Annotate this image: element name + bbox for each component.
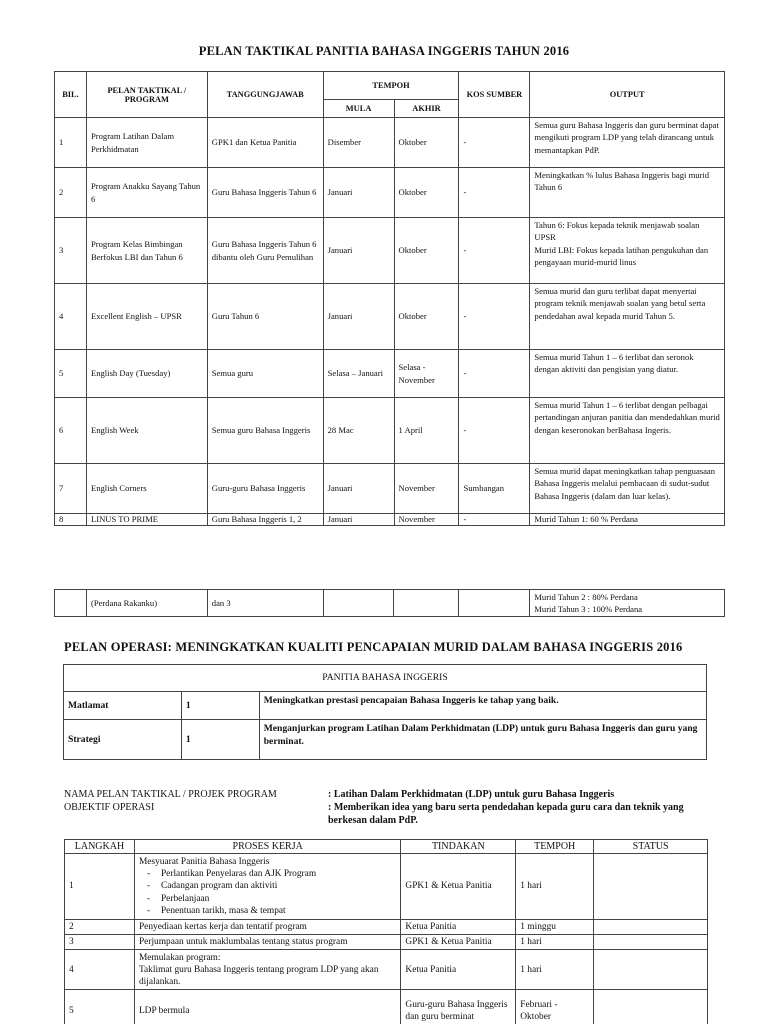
cell-mula: Januari (323, 464, 394, 514)
matlamat-text: Meningkatkan prestasi pencapaian Bahasa Inggeris ke tahap yang baik. (259, 692, 706, 720)
table-row (55, 464, 725, 514)
header-program: PELAN TAKTIKAL / PROGRAM (86, 72, 207, 118)
cell-bil: 5 (55, 350, 87, 398)
strategi-text: Menganjurkan program Latihan Dalam Perkhidmatan (LDP) untuk guru Bahasa Inggeris dan guru yang berminat. (259, 720, 706, 760)
table-row (55, 398, 725, 464)
cell-bil: 1 (55, 118, 87, 168)
header-langkah: LANGKAH (65, 840, 135, 854)
cell-tempoh: 1 hari (516, 854, 594, 920)
strategi-label: Strategi (64, 720, 182, 760)
header-bil: BIL. (55, 72, 87, 118)
table-row (65, 950, 708, 990)
matlamat-label: Matlamat (64, 692, 182, 720)
cell-output: Semua murid Tahun 1 – 6 terlibat dan seronok dengan aktiviti dan pengisian yang diatur. (530, 350, 725, 398)
cell-kos: - (459, 284, 530, 350)
table-row (65, 935, 708, 950)
header-tindakan: TINDAKAN (401, 840, 516, 854)
cell-output: Semua guru Bahasa Inggeris dan guru berminat dapat mengikuti program LDP yang telah dirancang untuk memantapkan PdP. (530, 118, 725, 168)
tactical-plan-continuation (54, 589, 725, 617)
cont-tanggungjawab: dan 3 (207, 590, 323, 617)
cell-mula: Januari (323, 284, 394, 350)
plan-name-label: NAMA PELAN TAKTIKAL / PROJEK PROGRAM (64, 789, 277, 800)
table-row (65, 990, 708, 1024)
cell-bil: 6 (55, 398, 87, 464)
header-akhir: AKHIR (394, 100, 459, 118)
objective-label: OBJEKTIF OPERASI (64, 802, 155, 813)
header-tempoh3: TEMPOH (516, 840, 594, 854)
cell-tempoh: Februari - Oktober (516, 990, 594, 1024)
header-status: STATUS (594, 840, 708, 854)
cell-langkah: 3 (65, 935, 135, 950)
cell-kos: - (459, 218, 530, 284)
strategi-number: 1 (181, 720, 259, 760)
cell-proses (134, 950, 400, 990)
cell-mula: Disember (323, 118, 394, 168)
cell-akhir: Oktober (394, 168, 459, 218)
cell-kos: - (459, 168, 530, 218)
cell-output: Meningkatkan % lulus Bahasa Inggeris bagi murid Tahun 6 (530, 168, 725, 218)
cell-program: Program Latihan Dalam Perkhidmatan (86, 118, 207, 168)
cell-akhir: Oktober (394, 218, 459, 284)
header-output: OUTPUT (530, 72, 725, 118)
tactical-plan-table (54, 71, 725, 526)
cell-tindakan: GPK1 & Ketua Panitia (401, 935, 516, 950)
cont-kos (459, 590, 530, 617)
cell-output: Semua murid dan guru terlibat dapat menyertai program teknik menjawab soalan yang betul serta pendedahan awal kepada murid Tahun 5. (530, 284, 725, 350)
cont-akhir (394, 590, 459, 617)
cell-bil: 3 (55, 218, 87, 284)
work-process-table (64, 839, 708, 1024)
cont-program: (Perdana Rakanku) (86, 590, 207, 617)
process-text: Mesyuarat Panitia Bahasa Inggeris (138, 856, 270, 867)
cell-bil: 4 (55, 284, 87, 350)
cell-mula: Selasa – Januari (323, 350, 394, 398)
cell-program: English Week (86, 398, 207, 464)
cell-akhir: November (394, 464, 459, 514)
cell-status (594, 920, 708, 935)
cell-output: Murid Tahun 1: 60 % Perdana (530, 514, 725, 526)
cell-tindakan: Ketua Panitia (401, 920, 516, 935)
cell-tanggung: Semua guru (207, 350, 323, 398)
header-mula: MULA (323, 100, 394, 118)
cell-output: Tahun 6: Fokus kepada teknik menjawab soalan UPSR Murid LBI: Fokus kepada latihan pengukuhan dan pengayaan murid-murid linus (530, 218, 725, 284)
cell-output: Semua murid dapat meningkatkan tahap penguasaan Bahasa Inggeris melalui pembacaan di sudut-sudut Bahasa Inggeris (dalam dan luar kelas). (530, 464, 725, 514)
cell-program: Excellent English – UPSR (86, 284, 207, 350)
matlamat-number: 1 (181, 692, 259, 720)
table-row (55, 168, 725, 218)
cell-kos: - (459, 514, 530, 526)
cell-program: Program Kelas Bimbingan Berfokus LBI dan Tahun 6 (86, 218, 207, 284)
cell-proses (134, 854, 400, 920)
cell-status (594, 950, 708, 990)
header-kos: KOS SUMBER (459, 72, 530, 118)
objective-value: : Memberikan idea yang baru serta pendedahan kepada guru cara dan teknik yang berkesan dalam PdP. (328, 802, 684, 826)
cell-akhir: Selasa - November (394, 350, 459, 398)
cell-tindakan: Ketua Panitia (401, 950, 516, 990)
cell-langkah: 2 (65, 920, 135, 935)
cell-tanggung: GPK1 dan Ketua Panitia (207, 118, 323, 168)
bullet-item: - Perbelanjaan (147, 893, 396, 905)
cell-tempoh: 1 hari (516, 950, 594, 990)
bullet-item: - Cadangan program dan aktiviti (147, 880, 396, 892)
plan-name-value: : Latihan Dalam Perkhidmatan (LDP) untuk guru Bahasa Inggeris (328, 789, 615, 800)
process-text: Penyediaan kertas kerja dan tentatif program (138, 922, 307, 932)
cell-program: English Day (Tuesday) (86, 350, 207, 398)
cell-akhir: Oktober (394, 118, 459, 168)
cell-akhir: 1 April (394, 398, 459, 464)
cell-proses (134, 920, 400, 935)
header-tanggungjawab: TANGGUNGJAWAB (207, 72, 323, 118)
cell-tanggung: Semua guru Bahasa Inggeris (207, 398, 323, 464)
cell-kos: - (459, 118, 530, 168)
cell-program: LINUS TO PRIME (86, 514, 207, 526)
cell-status (594, 935, 708, 950)
cell-proses (134, 935, 400, 950)
cell-kos: - (459, 350, 530, 398)
cell-mula: Januari (323, 218, 394, 284)
cell-mula: 28 Mac (323, 398, 394, 464)
cell-proses (134, 990, 400, 1024)
cell-output: Semua murid Tahun 1 – 6 terlibat dengan pelbagai pertandingan anjuran panitia dan mendedahkan murid dengan keseronokan berBahasa Ingeris. (530, 398, 725, 464)
panitia-header: PANITIA BAHASA INGGERIS (64, 665, 707, 692)
header-proses: PROSES KERJA (134, 840, 400, 854)
cell-tanggung: Guru Tahun 6 (207, 284, 323, 350)
bullet-item: - Perlantikan Penyelaras dan AJK Program (147, 868, 396, 880)
table-row (65, 854, 708, 920)
cell-status (594, 854, 708, 920)
cell-bil: 8 (55, 514, 87, 526)
cell-langkah: 1 (65, 854, 135, 920)
cont-output: Murid Tahun 2 : 80% Perdana Murid Tahun 3 : 100% Perdana (530, 590, 725, 617)
cont-mula (323, 590, 394, 617)
cell-langkah: 5 (65, 990, 135, 1024)
cell-kos: - (459, 398, 530, 464)
cell-akhir: Oktober (394, 284, 459, 350)
cell-kos: Sumbangan (459, 464, 530, 514)
table-row (55, 218, 725, 284)
cell-langkah: 4 (65, 950, 135, 990)
table-row (55, 284, 725, 350)
cell-tindakan: GPK1 & Ketua Panitia (401, 854, 516, 920)
table-row (65, 920, 708, 935)
cell-bil: 2 (55, 168, 87, 218)
process-text: LDP bermula (138, 1005, 190, 1016)
bullet-item: - Penentuan tarikh, masa & tempat (147, 905, 396, 917)
document-title: PELAN TAKTIKAL PANITIA BAHASA INGGERIS TAHUN 2016 (198, 44, 570, 58)
cell-tempoh: 1 hari (516, 935, 594, 950)
cell-tanggung: Guru Bahasa Inggeris 1, 2 (207, 514, 323, 526)
cell-tanggung: Guru Bahasa Inggeris Tahun 6 dibantu oleh Guru Pemulihan (207, 218, 323, 284)
cont-bil (55, 590, 87, 617)
cell-tindakan: Guru-guru Bahasa Inggeris dan guru berminat (401, 990, 516, 1024)
cell-tanggung: Guru Bahasa Inggeris Tahun 6 (207, 168, 323, 218)
cell-mula: Januari (323, 514, 394, 526)
cell-tempoh: 1 minggu (516, 920, 594, 935)
operation-plan-title: PELAN OPERASI: MENINGKATKAN KUALITI PENCAPAIAN MURID DALAM BAHASA INGGERIS 2016 (64, 640, 683, 654)
cell-program: English Corners (86, 464, 207, 514)
cell-status (594, 990, 708, 1024)
cell-bil: 7 (55, 464, 87, 514)
process-text: Perjumpaan untuk maklumbalas tentang status program (138, 937, 348, 948)
table-row (55, 118, 725, 168)
cell-mula: Januari (323, 168, 394, 218)
process-text: Memulakan program: Taklimat guru Bahasa Inggeris tentang program LDP yang akan dijalankan. (138, 952, 379, 988)
process-bullets (139, 868, 396, 917)
table-row (55, 514, 725, 526)
table-row (55, 350, 725, 398)
cell-program: Program Anakku Sayang Tahun 6 (86, 168, 207, 218)
cell-akhir: November (394, 514, 459, 526)
header-tempoh: TEMPOH (323, 72, 459, 100)
cell-tanggung: Guru-guru Bahasa Inggeris (207, 464, 323, 514)
panitia-table (63, 664, 707, 760)
